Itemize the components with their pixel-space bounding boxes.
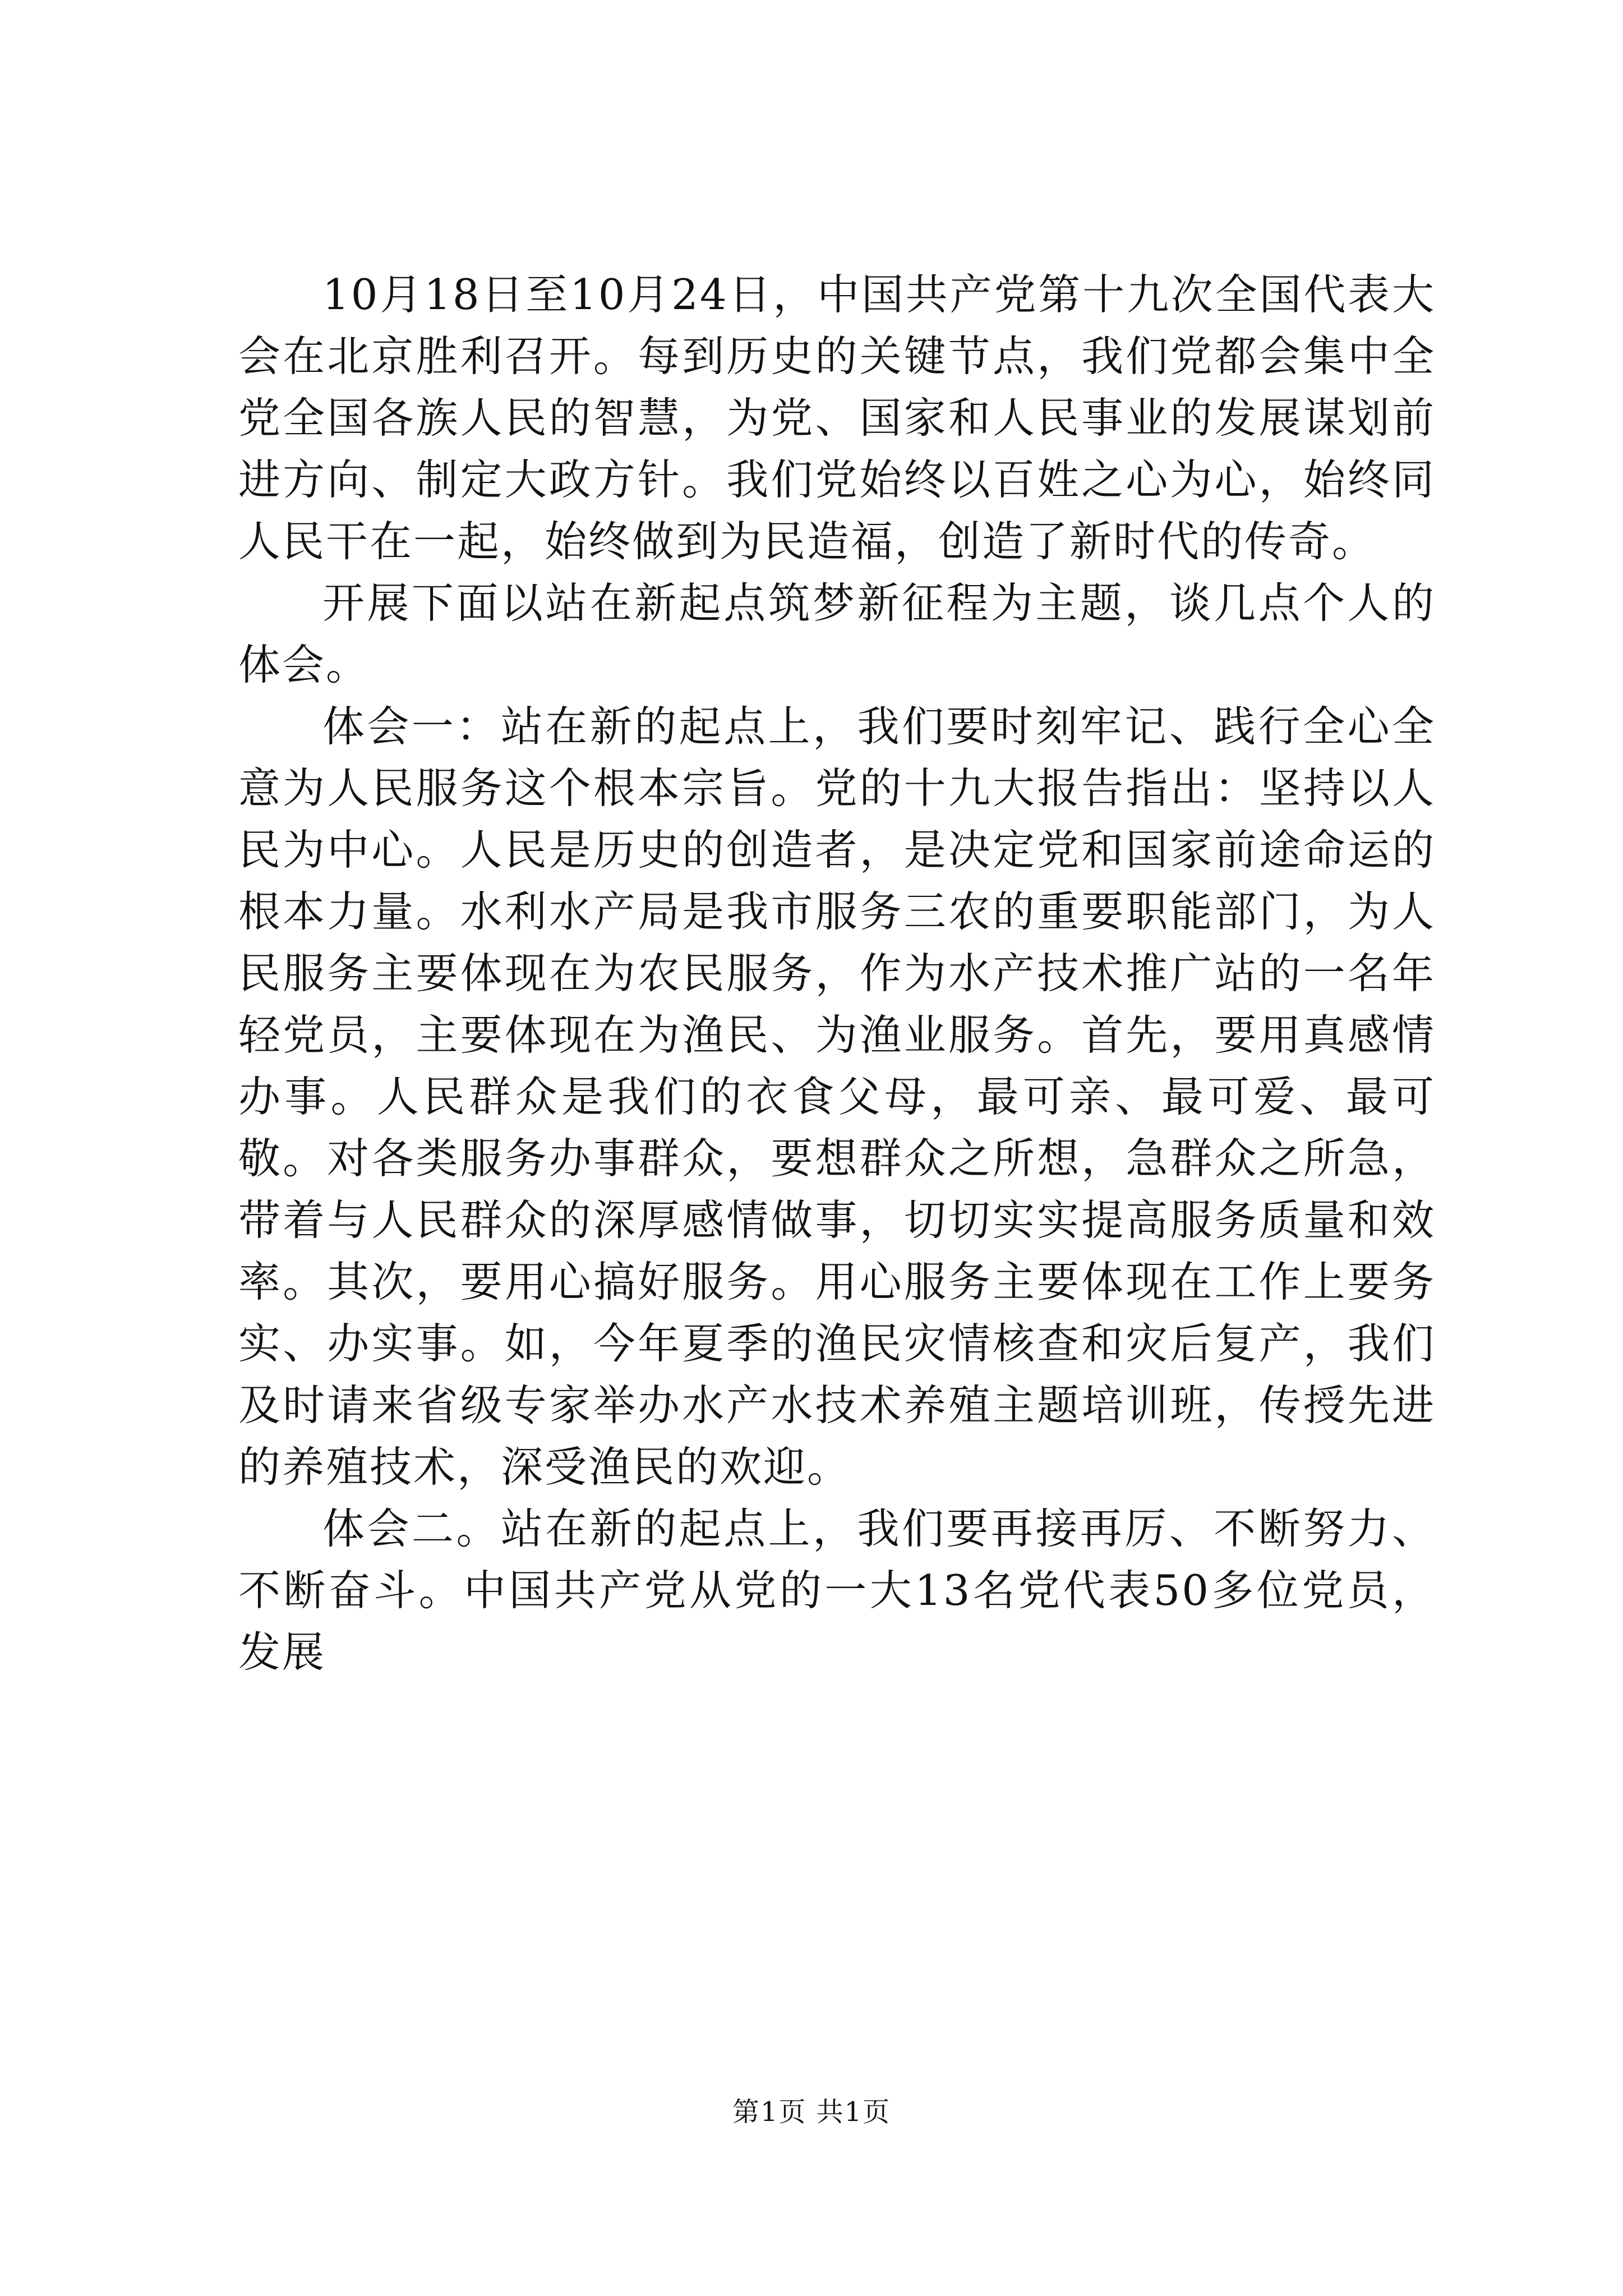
page-footer [0,2095,1623,2129]
paragraph-1: 10月18日至10月24日，中国共产党第十九次全国代表大会在北京胜利召开。每到历史的关键节点，我们党都会集中全党全国各族人民的智慧，为党、国家和人民事业的发展谋划前进方向、制定大政方针。我们党始终以百姓之心为心，始终同人民干在一起，始终做到为民造福，创造了新时代的传奇。 [238,270,1436,566]
document-body [238,264,1436,1683]
paragraph-4: 体会二。站在新的起点上，我们要再接再厉、不断努力、不断奋斗。中国共产党从党的一大13名党代表50多位党员，发展 [238,1504,1436,1677]
page-number-label: 第1页 共1页 [732,2096,891,2128]
paragraph-2: 开展下面以站在新起点筑梦新征程为主题，谈几点个人的体会。 [238,578,1436,689]
paragraph-3: 体会一：站在新的起点上，我们要时刻牢记、践行全心全意为人民服务这个根本宗旨。党的十九大报告指出：坚持以人民为中心。人民是历史的创造者，是决定党和国家前途命运的根本力量。水利水产局是我市服务三农的重要职能部门，为人民服务主要体现在为农民服务，作为水产技术推广站的一名年轻党员，主要体现在为渔民、为渔业服务。首先，要用真感情办事。人民群众是我们的衣食父母，最可亲、最可爱、最可敬。对各类服务办事群众，要想群众之所想，急群众之所急，带着与人民群众的深厚感情做事，切切实实提高服务质量和效率。其次，要用心搞好服务。用心服务主要体现在工作上要务实、办实事。如，今年夏季的渔民灾情核查和灾后复产，我们及时请来省级专家举办水产水技术养殖主题培训班，传授先进的养殖技术，深受渔民的欢迎。 [238,702,1436,1492]
